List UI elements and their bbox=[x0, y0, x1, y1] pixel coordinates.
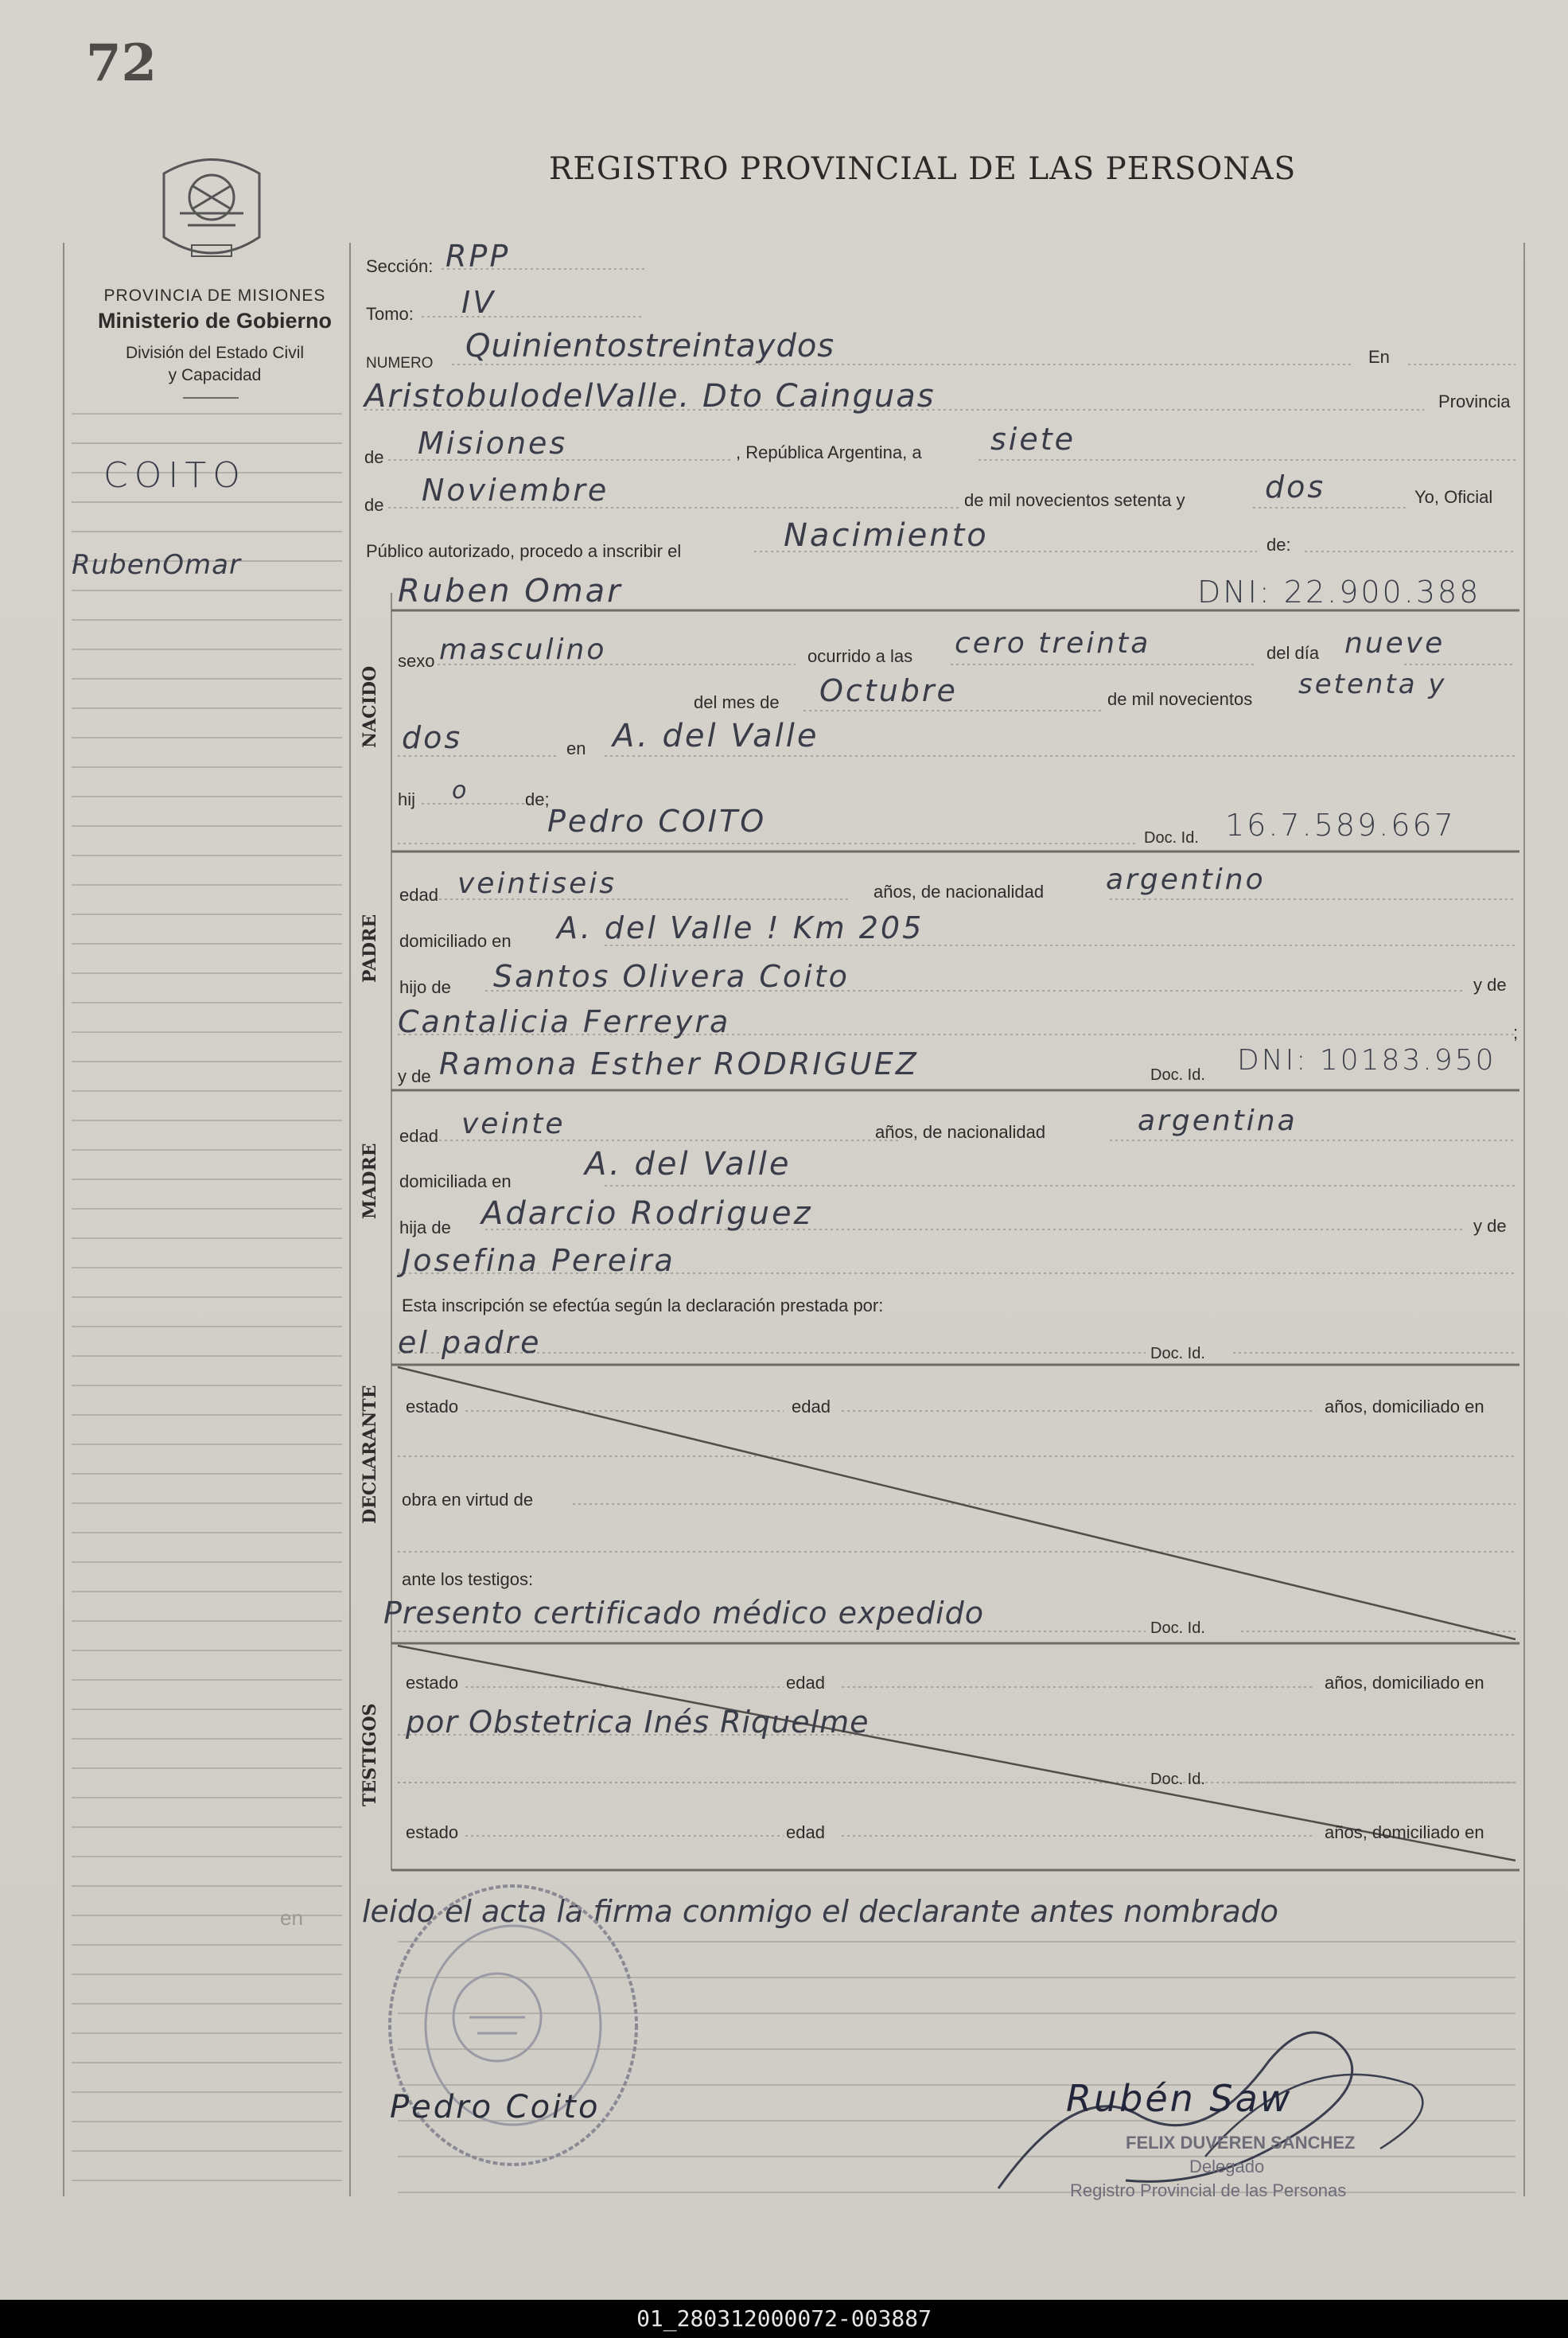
padre-nac-label: años, de nacionalidad bbox=[873, 882, 1045, 902]
padre-edad-label: edad bbox=[399, 885, 438, 905]
madre-padre-de: Adarcio Rodriguez bbox=[481, 1195, 813, 1232]
madre-madre-de: Josefina Pereira bbox=[402, 1243, 675, 1278]
tomo-value: IV bbox=[461, 285, 496, 320]
sexo-value: masculino bbox=[439, 633, 607, 666]
numero-label: NUMERO bbox=[366, 355, 434, 372]
padre-yde2-label: y de bbox=[398, 1066, 431, 1086]
dia-label: del día bbox=[1266, 643, 1320, 663]
margin-mark: en bbox=[280, 1906, 303, 1930]
officer-signature: Rubén Saw bbox=[1066, 2077, 1293, 2120]
province-value: Misiones bbox=[418, 426, 568, 461]
stamp-title: Delegado bbox=[1189, 2157, 1265, 2176]
coat-of-arms-icon bbox=[148, 150, 275, 269]
en-label: En bbox=[1368, 347, 1390, 367]
section-declarante: DECLARANTE bbox=[360, 1385, 380, 1524]
year-value: dos bbox=[1265, 470, 1326, 505]
padre-yde-label: y de bbox=[1473, 975, 1507, 995]
mil-label: de mil novecientos setenta y bbox=[964, 490, 1185, 510]
dia-value: nueve bbox=[1344, 627, 1445, 660]
testigos-line2: por Obstetrica Inés Riquelme bbox=[406, 1705, 870, 1740]
testigos-line1: Presento certificado médico expedido bbox=[383, 1596, 985, 1631]
place-value: AristobulodelValle. Dto Cainguas bbox=[364, 378, 936, 415]
declarant-signature: Pedro Coito bbox=[390, 2089, 601, 2126]
hora-value: cero treinta bbox=[955, 627, 1151, 660]
padre-padre-de: Santos Olivera Coito bbox=[493, 959, 850, 994]
padre-dom-label: domiciliado en bbox=[399, 931, 512, 951]
padre-hijo-label: hijo de bbox=[399, 977, 451, 997]
issuer-province: PROVINCIA DE MISIONES bbox=[103, 286, 326, 305]
padre-madre-de: Cantalicia Ferreyra bbox=[398, 1004, 731, 1039]
testigos-dom-label: años, domiciliado en bbox=[1325, 1673, 1484, 1693]
issuer-division: División del Estado Civil bbox=[125, 344, 305, 362]
declarante-intro: Esta inscripción se efectúa según la declaración prestada por: bbox=[402, 1296, 884, 1315]
issuer-division-2: y Capacidad bbox=[168, 366, 262, 384]
madre-hija-label: hija de bbox=[399, 1218, 451, 1237]
testigos-doc-label: Doc. Id. bbox=[1150, 1619, 1205, 1637]
section-madre: MADRE bbox=[360, 1143, 380, 1219]
seccion-label: Sección: bbox=[366, 256, 434, 276]
madre-dom-label: domiciliada en bbox=[399, 1171, 512, 1191]
lugar-value: A. del Valle bbox=[613, 718, 819, 754]
official-seal bbox=[382, 1878, 644, 2172]
de-label-2: de bbox=[364, 495, 384, 515]
mes-label: del mes de bbox=[694, 692, 780, 712]
padre-doc: 16.7.589.667 bbox=[1225, 808, 1456, 843]
anio-label: de mil novecientos bbox=[1107, 689, 1253, 709]
section-padre: PADRE bbox=[360, 914, 380, 983]
padre-domicilio: A. del Valle ! Km 205 bbox=[557, 910, 924, 945]
page-number: 72 bbox=[86, 33, 158, 93]
de-label: de bbox=[364, 447, 384, 467]
act-value: Nacimiento bbox=[784, 517, 989, 554]
anio2-value: dos bbox=[402, 720, 463, 755]
margin-surname: COITO bbox=[103, 455, 247, 496]
testigos-intro: ante los testigos: bbox=[402, 1569, 534, 1589]
madre-doc-label: Doc. Id. bbox=[1150, 1066, 1205, 1084]
publico-label: Público autorizado, procedo a inscribir el bbox=[366, 541, 682, 561]
closing-text: leido el acta la firma conmigo el declarante antes nombrado bbox=[362, 1894, 1279, 1929]
stamp-office: Registro Provincial de las Personas bbox=[1070, 2180, 1347, 2200]
margin-given-names: RubenOmar bbox=[72, 549, 241, 581]
testigos-dom2-label: años, domiciliado en bbox=[1325, 1822, 1484, 1842]
testigos-edad2-label: edad bbox=[786, 1822, 825, 1842]
tomo-label: Tomo: bbox=[366, 304, 414, 324]
hij-suffix: o bbox=[452, 777, 469, 805]
testigos-edad-label: edad bbox=[786, 1673, 825, 1693]
madre-yde-label: y de bbox=[1473, 1216, 1507, 1236]
declarante-estado-label: estado bbox=[406, 1397, 459, 1416]
issuer-ministry: Ministerio de Gobierno bbox=[97, 309, 333, 333]
madre-domicilio: A. del Valle bbox=[585, 1146, 792, 1183]
nacido-dni: DNI: 22.900.388 bbox=[1197, 575, 1481, 610]
padre-edad: veintiseis bbox=[457, 867, 617, 900]
padre-nacionalidad: argentino bbox=[1106, 863, 1266, 896]
numero-value: Quinientostreintaydos bbox=[465, 328, 835, 364]
section-nacido: NACIDO bbox=[360, 665, 380, 748]
declarante-doc-label: Doc. Id. bbox=[1150, 1345, 1205, 1362]
declarante-name: el padre bbox=[398, 1325, 542, 1360]
day-value: siete bbox=[990, 422, 1076, 457]
mes-value: Octubre bbox=[819, 673, 958, 708]
footer-identifier: 01_280312000072-003887 bbox=[0, 2300, 1568, 2338]
padre-semicolon: ; bbox=[1513, 1023, 1519, 1042]
declarante-dom-label: años, domiciliado en bbox=[1325, 1397, 1484, 1416]
nacido-en-label: en bbox=[566, 738, 586, 758]
madre-nacionalidad: argentina bbox=[1138, 1105, 1298, 1137]
ocurrido-label: ocurrido a las bbox=[807, 646, 913, 666]
hij-de-label: de; bbox=[525, 789, 550, 809]
madre-doc: DNI: 10183.950 bbox=[1237, 1044, 1496, 1077]
madre-edad: veinte bbox=[461, 1108, 566, 1140]
declarante-obra-label: obra en virtud de bbox=[402, 1490, 534, 1510]
anio-value: setenta y bbox=[1298, 668, 1447, 700]
republica-label: , República Argentina, a bbox=[736, 442, 922, 462]
document-title: REGISTRO PROVINCIAL DE LAS PERSONAS bbox=[549, 151, 1297, 187]
provincia-label: Provincia bbox=[1438, 392, 1511, 411]
padre-name: Pedro COITO bbox=[547, 804, 767, 839]
testigos-estado2-label: estado bbox=[406, 1822, 459, 1842]
seccion-value: RPP bbox=[445, 239, 511, 274]
madre-edad-label: edad bbox=[399, 1126, 438, 1146]
testigos-estado-label: estado bbox=[406, 1673, 459, 1693]
testigos-doc2-label: Doc. Id. bbox=[1150, 1771, 1205, 1788]
madre-nac-label: años, de nacionalidad bbox=[875, 1122, 1046, 1142]
de2-label: de: bbox=[1266, 535, 1291, 555]
stamp-name: FELIX DUVEREN SANCHEZ bbox=[1126, 2133, 1356, 2153]
hij-label: hij bbox=[398, 789, 416, 809]
padre-doc-label: Doc. Id. bbox=[1144, 829, 1199, 847]
madre-name: Ramona Esther RODRIGUEZ bbox=[439, 1046, 919, 1081]
section-testigos: TESTIGOS bbox=[360, 1703, 380, 1806]
yo-label: Yo, Oficial bbox=[1414, 487, 1493, 507]
nacido-name: Ruben Omar bbox=[398, 573, 623, 610]
declarante-edad-label: edad bbox=[792, 1397, 831, 1416]
month-value: Noviembre bbox=[422, 473, 609, 508]
sexo-label: sexo bbox=[398, 651, 435, 671]
